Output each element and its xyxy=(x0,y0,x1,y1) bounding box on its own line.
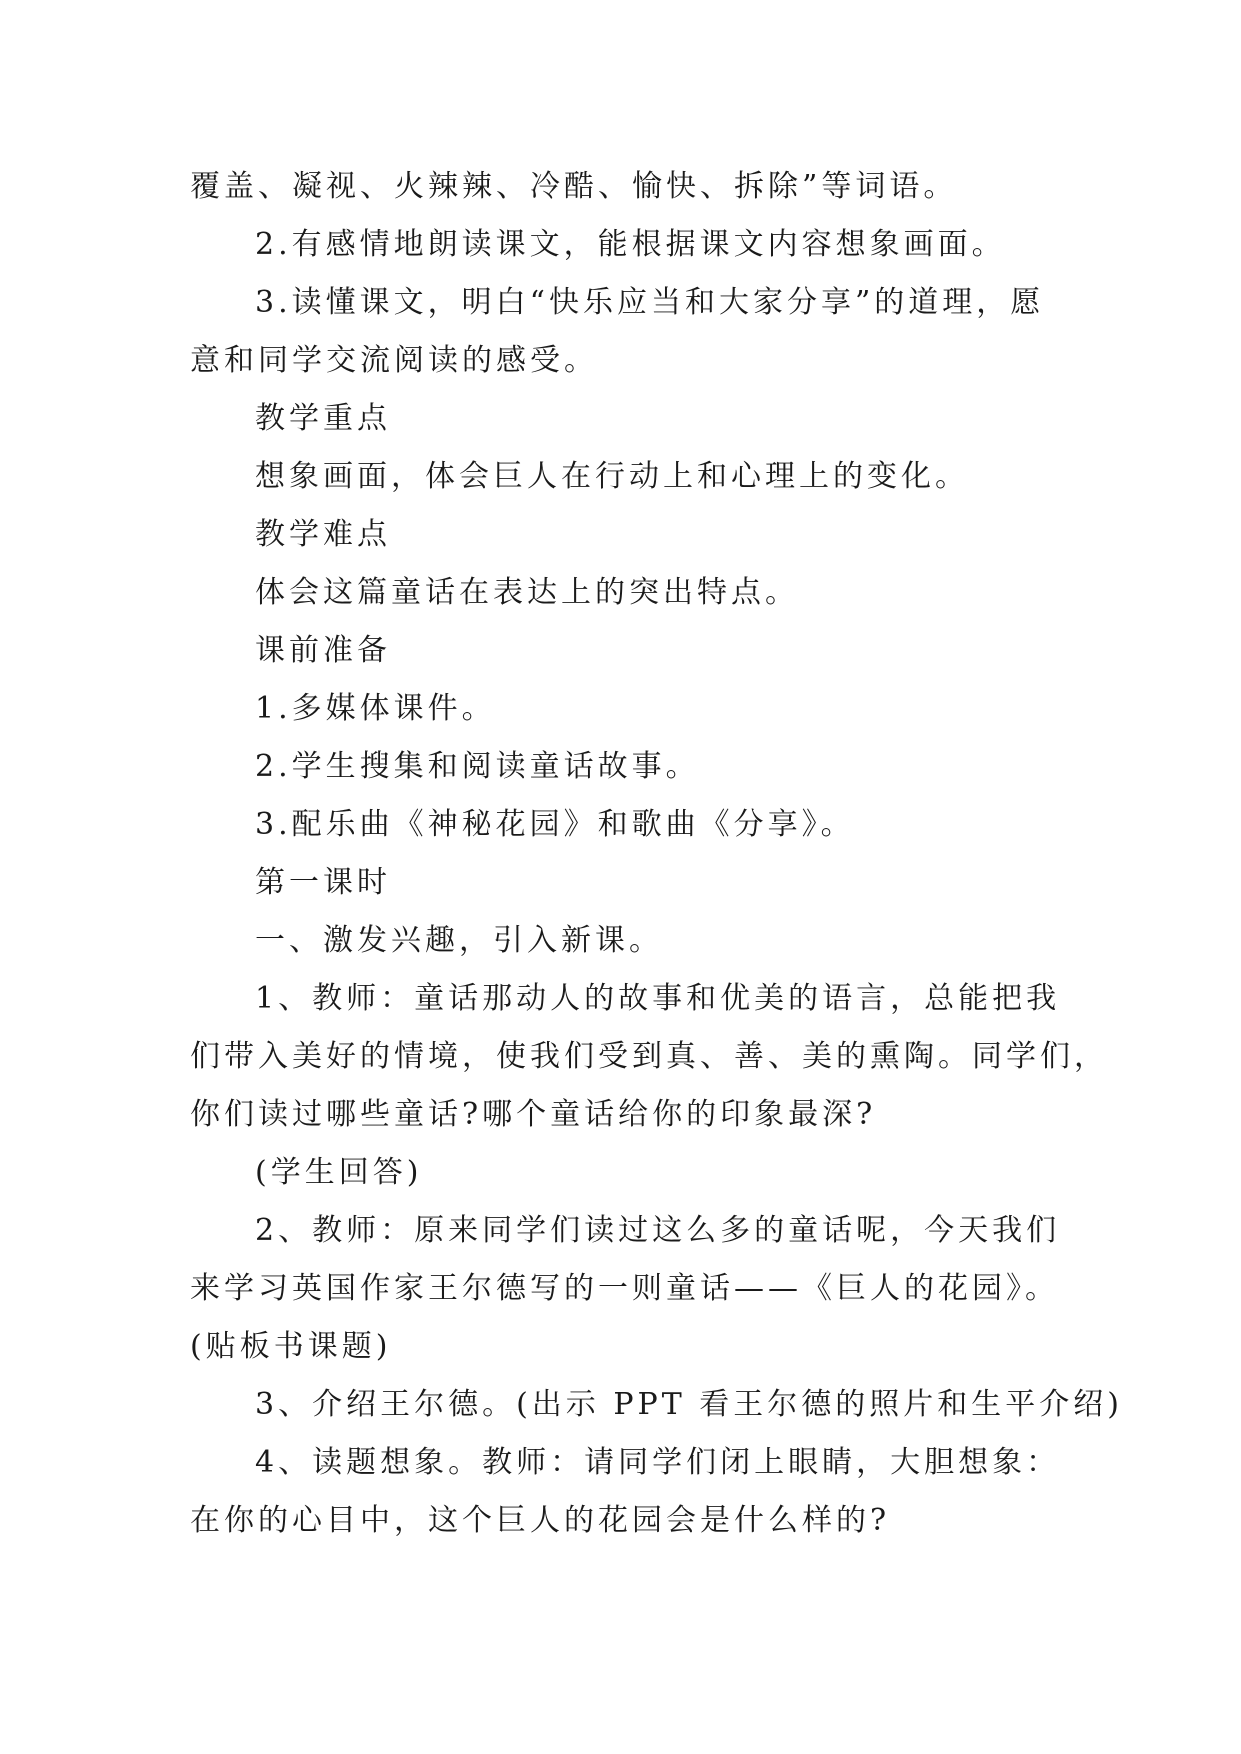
text-line: 你们读过哪些童话?哪个童话给你的印象最深? xyxy=(190,1097,877,1132)
preparation-item: 1.多媒体课件。 xyxy=(255,691,496,726)
preparation-item: 2.学生搜集和阅读童话故事。 xyxy=(255,749,700,784)
teaching-difficulty-text: 体会这篇童话在表达上的突出特点。 xyxy=(255,575,799,610)
text-line: 3、介绍王尔德。(出示 PPT 看王尔德的照片和生平介绍) xyxy=(255,1387,1123,1422)
text-line: 2、教师：原来同学们读过这么多的童话呢，今天我们 xyxy=(255,1213,1061,1248)
text-line: (贴板书课题) xyxy=(190,1329,392,1364)
heading-first-lesson: 第一课时 xyxy=(255,865,391,900)
text-line: 意和同学交流阅读的感受。 xyxy=(190,343,598,378)
heading-teaching-focus: 教学重点 xyxy=(255,401,391,436)
heading-preparation: 课前准备 xyxy=(255,633,391,668)
teaching-focus-text: 想象画面，体会巨人在行动上和心理上的变化。 xyxy=(255,459,969,494)
preparation-item: 3.配乐曲《神秘花园》和歌曲《分享》。 xyxy=(255,807,855,842)
text-line: 在你的心目中，这个巨人的花园会是什么样的? xyxy=(190,1503,891,1538)
text-line: 来学习英国作家王尔德写的一则童话——《巨人的花园》。 xyxy=(190,1271,1059,1306)
text-line: (学生回答) xyxy=(255,1155,423,1190)
objective-3: 3.读懂课文，明白“快乐应当和大家分享”的道理，愿 xyxy=(255,285,1045,320)
text-line: 1、教师：童话那动人的故事和优美的语言，总能把我 xyxy=(255,981,1061,1016)
objective-2: 2.有感情地朗读课文，能根据课文内容想象画面。 xyxy=(255,227,1006,262)
heading-teaching-difficulty: 教学难点 xyxy=(255,517,391,552)
section-heading: 一、激发兴趣，引入新课。 xyxy=(255,923,663,958)
text-line: 4、读题想象。教师：请同学们闭上眼睛，大胆想象： xyxy=(255,1445,1061,1480)
text-line: 覆盖、凝视、火辣辣、冷酷、愉快、拆除”等词语。 xyxy=(190,169,958,204)
text-line: 们带入美好的情境，使我们受到真、善、美的熏陶。同学们， xyxy=(190,1039,1108,1074)
